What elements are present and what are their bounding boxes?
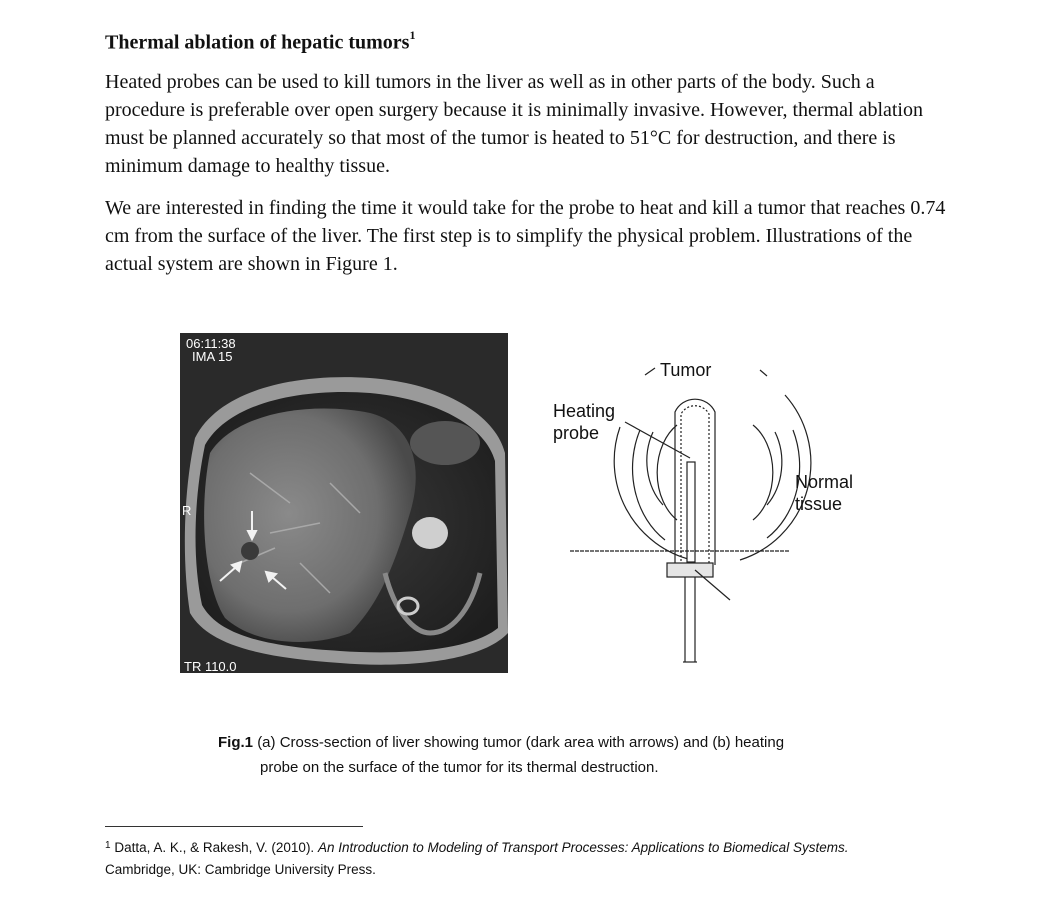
tumor-label: Tumor — [660, 360, 712, 380]
mri-side-label: R — [182, 503, 192, 518]
mri-time-label: 06:11:38 — [186, 336, 236, 351]
tissue-label-line2: tissue — [795, 494, 843, 514]
footnote-authors: Datta, A. K., & Rakesh, V. (2010). — [114, 840, 315, 855]
paragraph-2: We are interested in finding the time it would take for the probe to heat and kill a tumor that reaches 0.74 cm from the surface of the liver. The first step is to simplify the physical problem. Illustrations of the actual system are shown in Figure 1. — [105, 197, 946, 275]
liver-mri-image — [180, 333, 508, 673]
probe-label-line2: probe — [553, 423, 600, 443]
footnote-book-title: An Introduction to Modeling of Transport Processes: Applications to Biomedical Systems. — [317, 840, 849, 855]
tissue-label-line1: Normal — [795, 472, 854, 492]
caption-line1: (a) Cross-section of liver showing tumor (dark area with arrows) and (b) heating — [257, 734, 785, 751]
caption-line2: probe on the surface of the tumor for its thermal destruction. — [260, 759, 659, 776]
footnote-publisher: Cambridge, UK: Cambridge University Press. — [105, 862, 376, 877]
footnote-divider — [105, 826, 363, 827]
caption-label: Fig.1 — [218, 734, 254, 751]
title-text: Thermal ablation of hepatic tumors — [105, 31, 410, 54]
figure-caption — [218, 730, 898, 780]
heating-probe-diagram — [545, 330, 875, 675]
paragraph-1: Heated probes can be used to kill tumors in the liver as well as in other parts of the body. Such a procedure is preferable over open surgery because it is minimally invasive. However, thermal ablation must be planned accurately so that most of the tumor is heated to 51°C for destruction, and there is minimum damage to healthy tissue. — [105, 71, 923, 177]
probe-label-line1: Heating — [553, 401, 616, 421]
mri-tr-label: TR 110.0 — [184, 659, 237, 673]
footnote-marker: 1 — [105, 840, 111, 851]
footnote — [105, 838, 985, 880]
mri-ima-label: IMA 15 — [192, 349, 233, 364]
title-footnote-marker: 1 — [409, 28, 416, 42]
document-title — [105, 30, 415, 55]
